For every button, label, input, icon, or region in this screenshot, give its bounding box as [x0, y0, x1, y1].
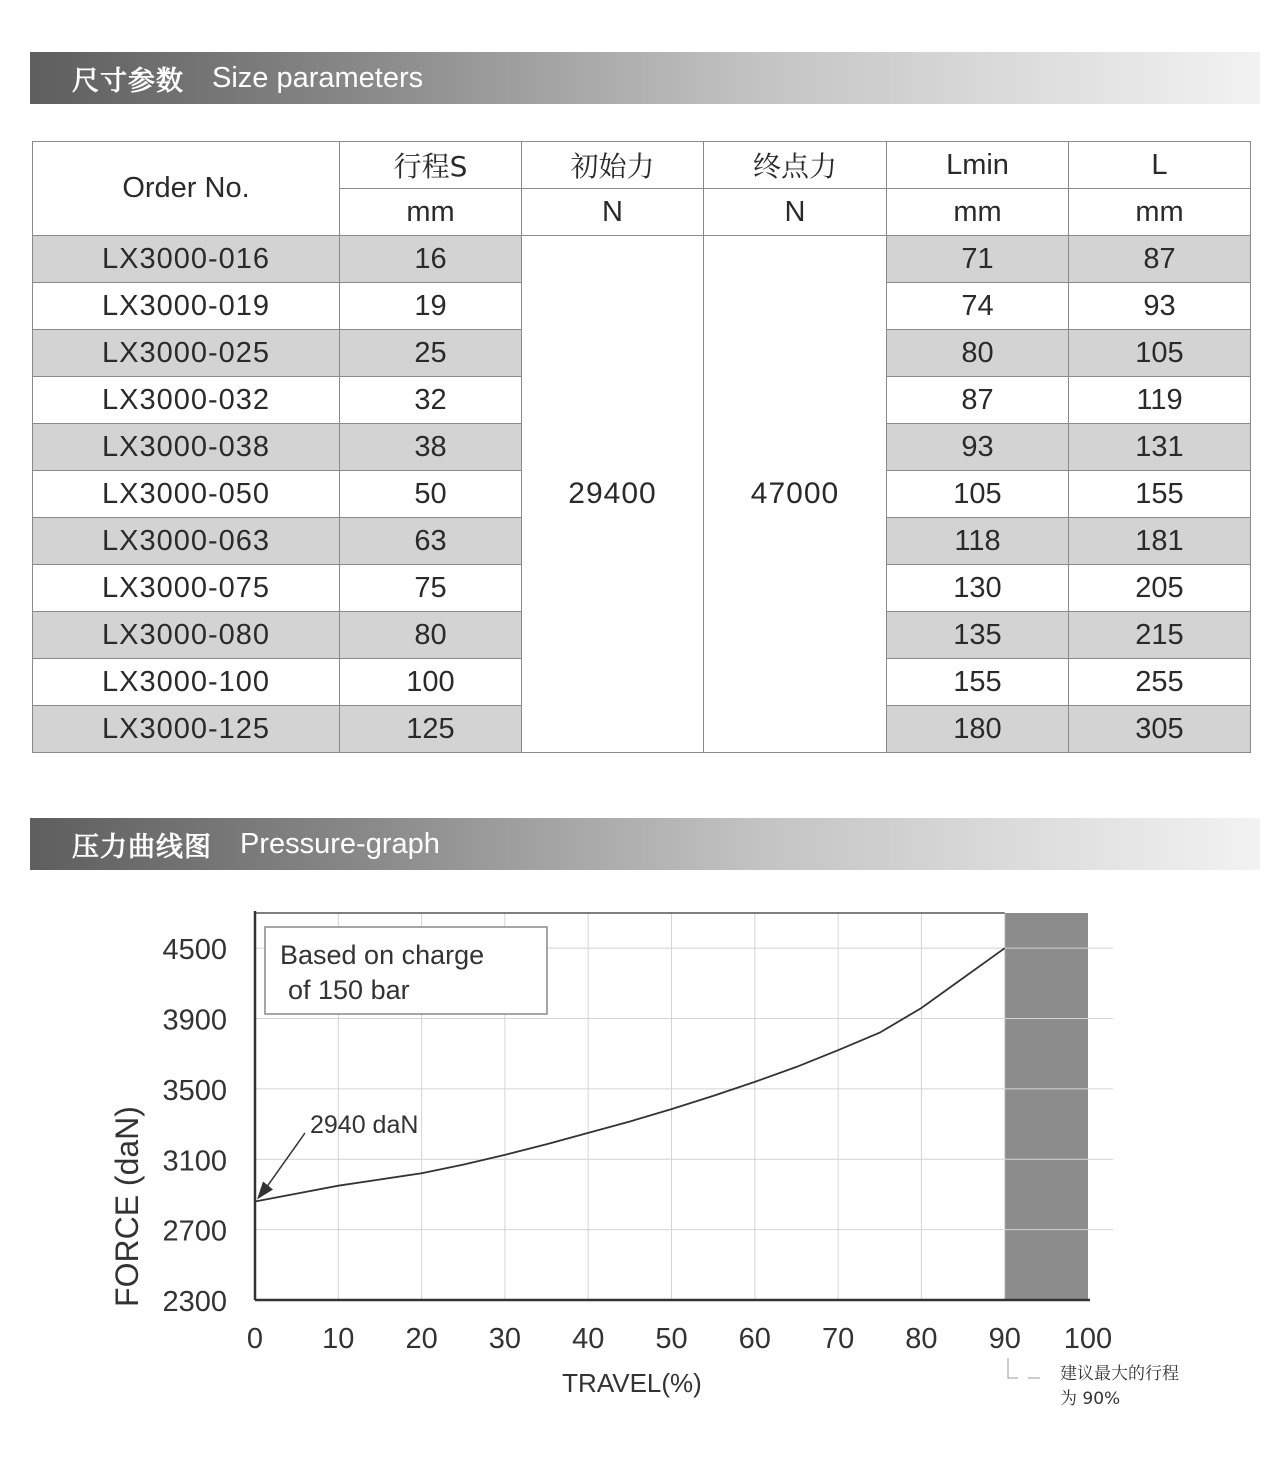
- pressure-graph-chart: [0, 880, 1285, 1440]
- lmin-cell: 130: [887, 565, 1069, 612]
- l-cell: 205: [1069, 565, 1251, 612]
- y-tick-label: 2300: [162, 1286, 227, 1318]
- header-end-force: 终点力: [704, 142, 887, 189]
- size-parameters-table: [32, 141, 1251, 753]
- l-cell: 155: [1069, 471, 1251, 518]
- stroke-cell: 63: [340, 518, 522, 565]
- stroke-cell: 100: [340, 659, 522, 706]
- header-lmin: Lmin: [887, 142, 1069, 189]
- y-tick-label: 2700: [162, 1215, 227, 1248]
- x-tick-label: 70: [821, 1323, 855, 1355]
- annotation-box-text: of 150 bar: [288, 975, 410, 1005]
- stroke-cell: 75: [340, 565, 522, 612]
- lmin-cell: 105: [887, 471, 1069, 518]
- end-force-cell: 47000: [704, 236, 887, 753]
- y-axis-label: FORCE (daN): [109, 1106, 145, 1307]
- lmin-cell: 87: [887, 377, 1069, 424]
- pressure-graph-header: [30, 818, 1260, 870]
- l-cell: 255: [1069, 659, 1251, 706]
- lmin-cell: 118: [887, 518, 1069, 565]
- section-title-zh: 尺寸参数: [72, 65, 184, 97]
- l-cell: 105: [1069, 330, 1251, 377]
- lmin-cell: 71: [887, 236, 1069, 283]
- header-initial-force: 初始力: [522, 142, 704, 189]
- l-cell: 215: [1069, 612, 1251, 659]
- x-tick-label: 30: [488, 1323, 522, 1355]
- l-cell: 119: [1069, 377, 1251, 424]
- order-no-cell: LX3000-063: [33, 518, 340, 565]
- x-tick-label: 10: [322, 1323, 355, 1355]
- l-cell: 131: [1069, 424, 1251, 471]
- lmin-cell: 135: [887, 612, 1069, 659]
- unit-l: mm: [1069, 189, 1251, 236]
- unit-stroke: mm: [340, 189, 522, 236]
- order-no-cell: LX3000-038: [33, 424, 340, 471]
- note-bracket: [1008, 1358, 1018, 1378]
- x-tick-label: 60: [738, 1323, 771, 1355]
- order-no-cell: LX3000-100: [33, 659, 340, 706]
- stroke-cell: 80: [340, 612, 522, 659]
- max-travel-note: [1060, 1362, 1179, 1412]
- x-tick-label: 80: [905, 1323, 938, 1355]
- order-no-cell: LX3000-050: [33, 471, 340, 518]
- recommended-limit-region: [1005, 913, 1088, 1300]
- initial-force-cell: 29400: [522, 236, 704, 753]
- stroke-cell: 38: [340, 424, 522, 471]
- note-line: 建议最大的行程: [1060, 1364, 1179, 1384]
- l-cell: 93: [1069, 283, 1251, 330]
- x-tick-label: 0: [246, 1323, 264, 1355]
- y-tick-label: 3900: [162, 1004, 227, 1037]
- section-title-en: Size parameters: [212, 61, 424, 94]
- x-axis-label: TRAVEL(%): [562, 1368, 702, 1398]
- unit-initial-force: N: [522, 189, 704, 236]
- x-tick-label: 50: [655, 1323, 688, 1355]
- x-tick-label: 40: [572, 1323, 605, 1355]
- x-tick-label: 90: [988, 1323, 1021, 1355]
- unit-end-force: N: [704, 189, 887, 236]
- header-stroke: 行程S: [340, 142, 522, 189]
- stroke-cell: 25: [340, 330, 522, 377]
- section-title-en: Pressure-graph: [240, 827, 440, 860]
- lmin-cell: 180: [887, 706, 1069, 753]
- annotation-arrow-label: 2940 daN: [310, 1111, 419, 1139]
- table-body: [33, 236, 1251, 753]
- annotation-arrow-line: [265, 1133, 305, 1189]
- stroke-cell: 32: [340, 377, 522, 424]
- unit-lmin: mm: [887, 189, 1069, 236]
- y-tick-label: 3500: [162, 1074, 227, 1107]
- y-tick-label: 3100: [162, 1145, 227, 1178]
- header-order-no: Order No.: [33, 142, 340, 236]
- stroke-cell: 19: [340, 283, 522, 330]
- section-title-zh: 压力曲线图: [72, 831, 212, 863]
- x-tick-label: 100: [1063, 1323, 1113, 1355]
- order-no-cell: LX3000-075: [33, 565, 340, 612]
- annotation-arrow-head: [257, 1181, 273, 1199]
- l-cell: 87: [1069, 236, 1251, 283]
- order-no-cell: LX3000-025: [33, 330, 340, 377]
- lmin-cell: 74: [887, 283, 1069, 330]
- lmin-cell: 155: [887, 659, 1069, 706]
- table-row: [33, 236, 1251, 283]
- order-no-cell: LX3000-032: [33, 377, 340, 424]
- x-tick-label: 20: [405, 1323, 438, 1355]
- stroke-cell: 16: [340, 236, 522, 283]
- y-tick-label: 4500: [162, 934, 227, 967]
- size-parameters-header: [30, 52, 1260, 104]
- stroke-cell: 50: [340, 471, 522, 518]
- lmin-cell: 80: [887, 330, 1069, 377]
- order-no-cell: LX3000-080: [33, 612, 340, 659]
- note-line: 为 90%: [1060, 1389, 1121, 1409]
- order-no-cell: LX3000-016: [33, 236, 340, 283]
- stroke-cell: 125: [340, 706, 522, 753]
- order-no-cell: LX3000-125: [33, 706, 340, 753]
- annotation-box-text: Based on charge: [280, 940, 485, 970]
- header-l: L: [1069, 142, 1251, 189]
- l-cell: 181: [1069, 518, 1251, 565]
- lmin-cell: 93: [887, 424, 1069, 471]
- l-cell: 305: [1069, 706, 1251, 753]
- order-no-cell: LX3000-019: [33, 283, 340, 330]
